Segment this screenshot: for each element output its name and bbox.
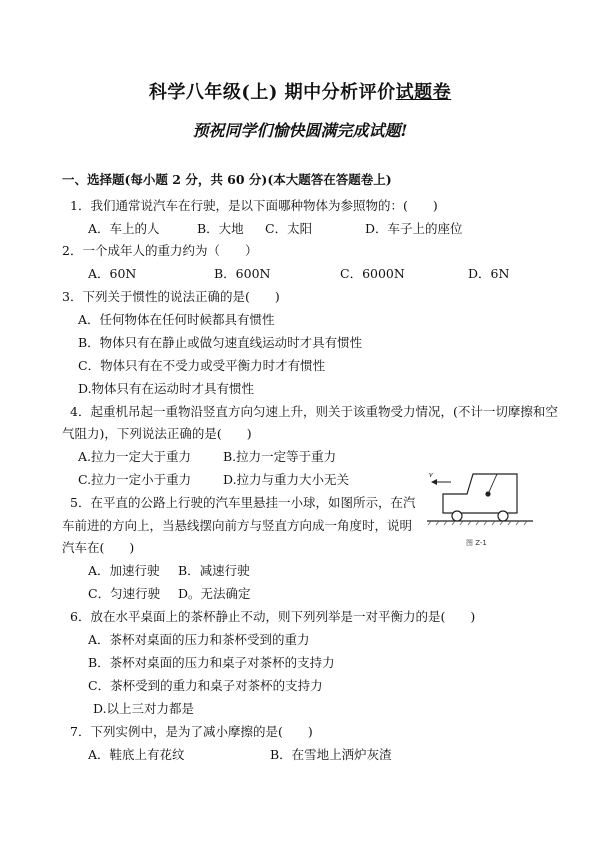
pendulum-ball — [485, 491, 490, 496]
q6-option-b: B．茶杯对桌面的压力和桌子对茶杯的支持力 — [88, 655, 335, 670]
velocity-arrow-head — [431, 479, 437, 485]
page-subtitle: 预祝同学们愉快圆满完成试题! — [192, 121, 408, 140]
q1-option-d: D．车子上的座位 — [365, 221, 463, 236]
q4-option-b: B.拉力一定等于重力 — [223, 449, 337, 464]
q5-stem-line2: 车前进的方向上，当悬线摆向前方与竖直方向成一角度时，说明 — [62, 518, 413, 533]
q7-option-a: A．鞋底上有花纹 — [88, 747, 185, 762]
q4-stem-line2: 气阻力)，下列说法正确的是( ) — [62, 426, 252, 441]
pendulum-string — [489, 474, 497, 492]
q1-option-c: C．太阳 — [265, 221, 313, 236]
q1-option-b: B．大地 — [197, 221, 244, 236]
q3-stem: 3．下列关于惯性的说法正确的是( ) — [62, 289, 280, 304]
q6-option-d: D.以上三对力都是 — [93, 701, 195, 716]
q5-option-b: B．减速行驶 — [178, 563, 250, 578]
q5-stem-line1: 5．在平直的公路上行驶的汽车里悬挂一小球，如图所示，在汽 — [70, 495, 416, 510]
q5-stem-line3: 汽车在( ) — [62, 540, 135, 555]
q3-option-a: A．任何物体在任何时候都具有惯性 — [78, 312, 275, 327]
q5-option-c: C．匀速行驶 — [88, 586, 161, 601]
title-main: 科学八年级(上) 期中分析评价 — [148, 82, 396, 103]
q3-option-b: B．物体只有在静止或做匀速直线运动时才具有惯性 — [78, 335, 363, 350]
q3-option-d: D.物体只有在运动时才具有惯性 — [78, 381, 255, 396]
page-title — [0, 78, 600, 104]
figure-caption: 图 Z-1 — [466, 539, 487, 547]
q7-option-b: B．在雪地上洒炉灰渣 — [270, 747, 392, 762]
q6-stem: 6．放在水平桌面上的茶杯静止不动，则下列列举是一对平衡力的是( ) — [70, 609, 476, 624]
q4-option-d: D.拉力与重力大小无关 — [223, 472, 350, 487]
car-body — [443, 474, 517, 513]
car-pendulum-figure — [425, 466, 535, 544]
q5-option-d: D。无法确定 — [178, 586, 251, 601]
q2-stem: 2．一个成年人的重力约为（ ） — [62, 243, 258, 258]
q2-option-d: D．6N — [468, 266, 510, 281]
q7-stem: 7．下列实例中，是为了减小摩擦的是( ) — [70, 724, 313, 739]
q1-stem: 1．我们通常说汽车在行驶，是以下面哪种物体为参照物的：( ) — [70, 198, 438, 213]
title-underlined: 试题卷 — [395, 82, 452, 103]
q5-option-a: A．加速行驶 — [88, 563, 160, 578]
q2-option-c: C．6000N — [340, 266, 405, 281]
q4-stem-line1: 4．起重机吊起一重物沿竖直方向匀速上升，则关于该重物受力情况，(不计一切摩擦和空 — [70, 404, 558, 419]
q3-option-c: C．物体只有在不受力或受平衡力时才有惯性 — [78, 358, 326, 373]
q4-option-a: A.拉力一定大于重力 — [78, 449, 192, 464]
q6-option-a: A．茶杯对桌面的压力和茶杯受到的重力 — [88, 632, 310, 647]
q2-option-b: B．600N — [214, 266, 271, 281]
q2-option-a: A．60N — [88, 266, 137, 281]
velocity-label: v — [429, 470, 433, 479]
section-heading: 一、选择题(每小题 2 分，共 60 分)(本大题答在答题卷上) — [62, 172, 392, 187]
q4-option-c: C.拉力一定小于重力 — [78, 472, 192, 487]
front-wheel — [452, 511, 462, 521]
q6-option-c: C．茶杯受到的重力和桌子对茶杯的支持力 — [88, 678, 323, 693]
rear-wheel — [498, 511, 508, 521]
q1-option-a: A．车上的人 — [88, 221, 160, 236]
